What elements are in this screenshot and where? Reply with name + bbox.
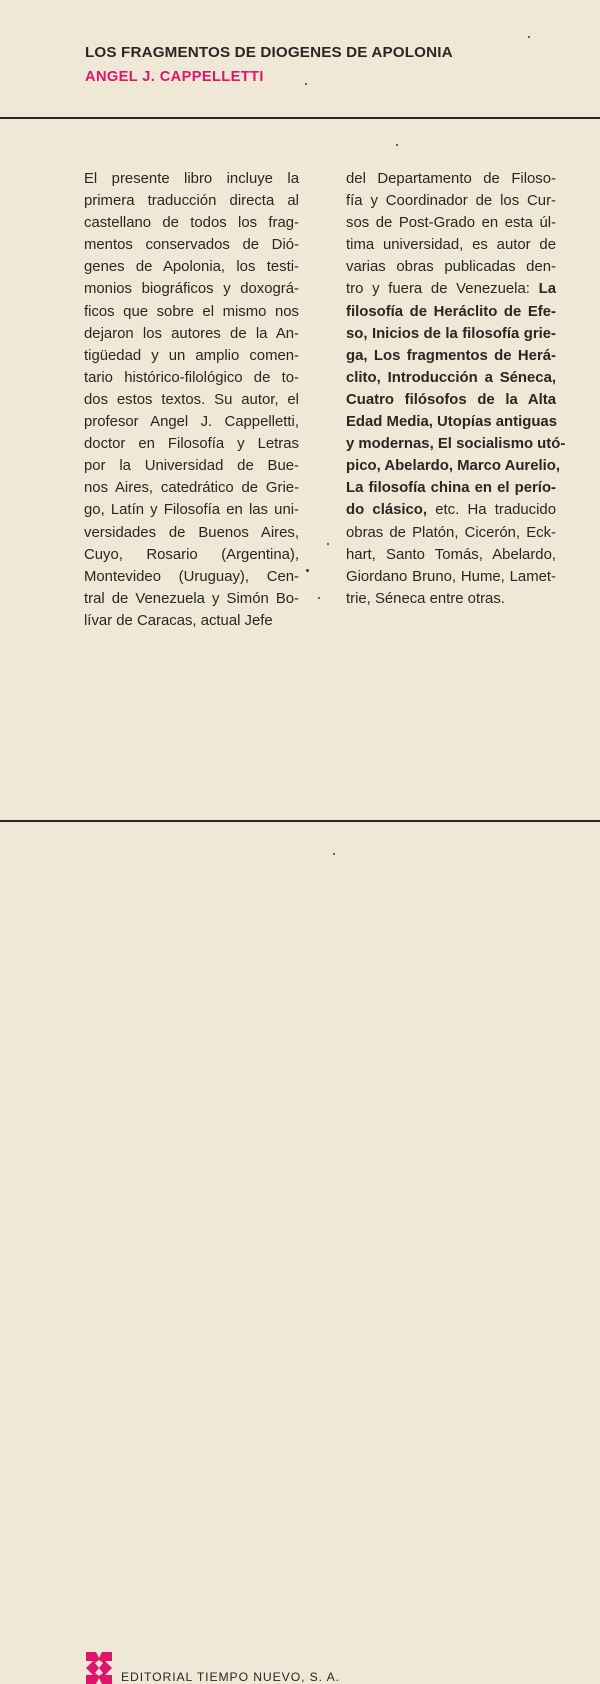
text-line xyxy=(346,234,556,256)
text-line xyxy=(346,522,556,544)
text-line: primera traducción directa al xyxy=(84,193,299,210)
text-line: ficos que sobre el mismo nos xyxy=(84,303,299,320)
text-line: dos estos textos. Su autor, el xyxy=(84,391,299,408)
text-line xyxy=(346,323,556,345)
bold-title-text: ga, Los fragmentos de Herá- xyxy=(346,347,556,364)
text-line: mentos conservados de Dió- xyxy=(84,237,299,254)
text-line xyxy=(346,345,556,367)
text-line xyxy=(346,389,556,411)
text-line: Montevideo (Uruguay), Cen- xyxy=(84,568,299,585)
line-text: fía y Coordinador de los Cur- xyxy=(346,193,556,210)
text-line: versidades de Buenos Aires, xyxy=(84,524,299,541)
line-text: tima universidad, es autor de xyxy=(346,237,556,254)
text-line xyxy=(346,411,556,433)
cover-footer xyxy=(0,822,600,1684)
text-line: profesor Angel J. Cappelletti, xyxy=(84,414,299,431)
book-title: LOS FRAGMENTOS DE DIOGENES DE APOLONIA xyxy=(85,44,453,61)
paper-speck xyxy=(396,144,398,146)
text-line: dejaron los autores de la An- xyxy=(84,325,299,342)
text-line: tario histórico-filológico de to- xyxy=(84,369,299,386)
paper-speck xyxy=(327,543,329,545)
text-line: genes de Apolonia, los testi- xyxy=(84,259,299,276)
paper-speck xyxy=(305,83,307,85)
line-text: obras de Platón, Cicerón, Eck- xyxy=(346,524,556,541)
line-text: etc. Ha traducido xyxy=(435,502,556,519)
line-text: Giordano Bruno, Hume, Lamet- xyxy=(346,568,556,585)
bold-title-text: do clásico, xyxy=(346,502,428,519)
text-line xyxy=(346,301,556,323)
text-line xyxy=(346,499,556,521)
text-line: Cuyo, Rosario (Argentina), xyxy=(84,546,299,563)
line-text: varias obras publicadas den- xyxy=(346,259,556,276)
text-line: doctor en Filosofía y Letras xyxy=(84,436,299,453)
text-line: lívar de Caracas, actual Jefe xyxy=(84,612,273,629)
publisher-name: EDITORIAL TIEMPO NUEVO, S. A. xyxy=(121,1670,340,1684)
text-line xyxy=(346,212,556,234)
text-line: por la Universidad de Bue- xyxy=(84,458,299,475)
text-line: tral de Venezuela y Simón Bo- xyxy=(84,590,299,607)
paper-speck xyxy=(528,36,530,38)
bold-title-text: so, Inicios de la filosofía grie- xyxy=(346,325,556,342)
bold-title-text: La filosofía china en el perío- xyxy=(346,480,556,497)
paper-speck xyxy=(318,597,320,599)
bold-title-text: pico, Abelardo, Marco Aurelio, xyxy=(346,458,561,475)
line-text: sos de Post-Grado en esta úl- xyxy=(346,215,556,232)
text-line: go, Latín y Filosofía en las uni- xyxy=(84,502,299,519)
top-rule xyxy=(0,117,600,119)
text-line xyxy=(346,190,556,212)
text-line xyxy=(346,433,566,455)
text-line xyxy=(346,455,561,477)
paper-speck xyxy=(333,853,335,855)
text-line xyxy=(346,367,556,389)
bold-title-text: Edad Media, Utopías antiguas xyxy=(346,414,557,431)
cover-header xyxy=(0,0,600,118)
bold-title-text: La xyxy=(538,281,556,298)
text-line xyxy=(346,168,556,190)
line-text: tro y fuera de Venezuela: xyxy=(346,281,530,298)
text-line: El presente libro incluye la xyxy=(84,171,299,187)
text-line: monios biográficos y doxográ- xyxy=(84,281,299,298)
bold-title-text: y modernas, El socialismo utó- xyxy=(346,436,566,453)
line-text: hart, Santo Tomás, Abelardo, xyxy=(346,546,556,563)
bold-title-text: clito, Introducción a Séneca, xyxy=(346,369,556,386)
text-line xyxy=(346,588,556,610)
text-line xyxy=(346,544,556,566)
line-text: del Departamento de Filoso- xyxy=(346,171,556,187)
text-line: tigüedad y un amplio comen- xyxy=(84,347,299,364)
text-line: nos Aires, catedrático de Grie- xyxy=(84,480,299,497)
paper-speck xyxy=(306,569,309,572)
line-text: trie, Séneca entre otras. xyxy=(346,590,505,607)
description-column-right xyxy=(346,168,566,610)
tn-logo-icon xyxy=(86,1652,112,1684)
description-column-left xyxy=(84,168,299,632)
text-line xyxy=(346,278,556,300)
text-line xyxy=(346,477,556,499)
text-line xyxy=(346,256,556,278)
bold-title-text: filosofía de Heráclito de Efe- xyxy=(346,303,556,320)
bold-title-text: Cuatro filósofos de la Alta xyxy=(346,391,556,408)
book-author: ANGEL J. CAPPELLETTI xyxy=(85,69,264,85)
text-line xyxy=(346,566,556,588)
text-line: castellano de todos los frag- xyxy=(84,215,299,232)
